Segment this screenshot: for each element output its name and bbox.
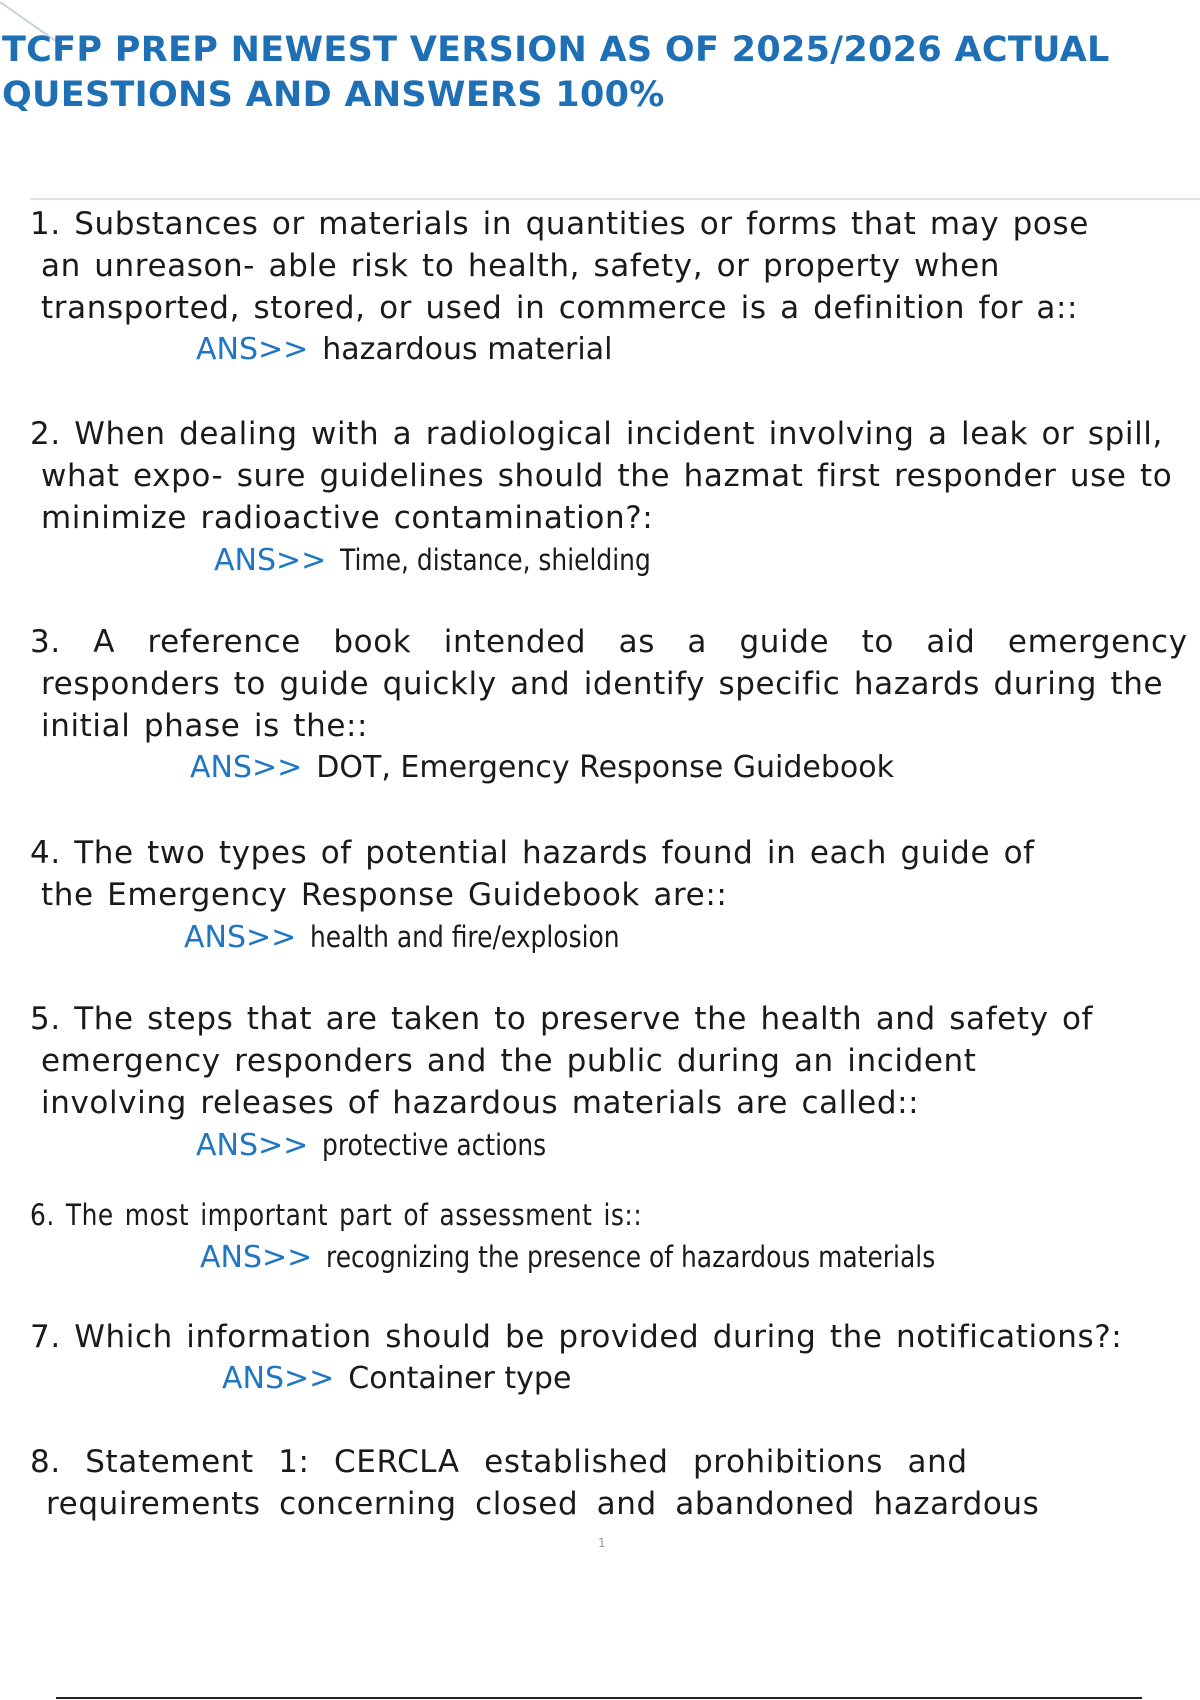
question-1-line-3: transported, stored, or used in commerce is a definition for a:: (41, 290, 1079, 326)
question-2-line-1: 2. When dealing with a radiological incident involving a leak or spill, (30, 416, 1163, 452)
question-item-6 (30, 1194, 1200, 1316)
answer-2 (30, 539, 1200, 582)
question-8-line-2: requirements concerning closed and abandoned hazardous (46, 1486, 1040, 1522)
answer-6 (30, 1236, 1200, 1279)
question-2-line-2: what expo- sure guidelines should the hazmat first responder use to (41, 458, 1173, 494)
question-item-2 (30, 413, 1200, 621)
question-item-3 (30, 621, 1200, 832)
page-number: 1 (598, 1536, 606, 1550)
answer-4-text: health and fire/explosion (310, 920, 620, 954)
title-divider (30, 198, 1200, 200)
answer-7 (30, 1358, 1200, 1400)
answer-1 (30, 329, 1200, 371)
answer-1-text: hazardous material (322, 332, 613, 367)
question-1-line-2: an unreason- able risk to health, safety, or property when (41, 248, 1001, 284)
answer-6-text: recognizing the presence of hazardous materials (326, 1240, 936, 1274)
document-title (2, 28, 1192, 118)
answer-2-text: Time, distance, shielding (340, 543, 652, 577)
question-5-line-1: 5. The steps that are taken to preserve the health and safety of (30, 1001, 1094, 1037)
question-2-line-3: minimize radioactive contamination?: (41, 500, 654, 536)
answer-3-text: DOT, Emergency Response Guidebook (316, 750, 894, 785)
answer-7-text: Container type (348, 1361, 572, 1396)
answer-2-label: ANS>> (214, 543, 327, 578)
answer-3 (30, 747, 1200, 789)
question-item-1 (30, 203, 1200, 413)
question-7-line-1: 7. Which information should be provided during the notifications?: (30, 1319, 1123, 1355)
question-item-5 (30, 998, 1200, 1194)
title-line-1: TCFP PREP NEWEST VERSION AS OF 2025/2026 ACTUAL (2, 30, 1110, 70)
title-line-2: QUESTIONS AND ANSWERS 100% (2, 75, 665, 115)
answer-3-label: ANS>> (190, 750, 303, 785)
question-3-line-3: initial phase is the:: (41, 708, 369, 744)
answer-5-label: ANS>> (196, 1128, 309, 1163)
question-list (30, 203, 1200, 1525)
question-item-4 (30, 832, 1200, 998)
question-item-7 (30, 1316, 1200, 1441)
question-4-line-2: the Emergency Response Guidebook are:: (41, 877, 728, 913)
question-8-line-1: 8. Statement 1: CERCLA established prohibitions and (30, 1444, 968, 1480)
answer-7-label: ANS>> (222, 1361, 335, 1396)
question-3-line-1: 3. A reference book intended as a guide to aid emergency (30, 624, 1188, 660)
answer-1-label: ANS>> (196, 332, 309, 367)
answer-4-label: ANS>> (184, 920, 297, 955)
answer-4 (30, 916, 1200, 959)
question-item-8 (30, 1441, 1200, 1525)
question-4-line-1: 4. The two types of potential hazards found in each guide of (30, 835, 1035, 871)
question-3-line-2: responders to guide quickly and identify specific hazards during the (41, 666, 1164, 702)
answer-5-text: protective actions (322, 1128, 547, 1162)
question-5-line-2: emergency responders and the public during an incident (41, 1043, 977, 1079)
answer-6-label: ANS>> (200, 1240, 313, 1275)
question-6-text: 6. The most important part of assessment is:: (30, 1198, 643, 1232)
answer-5 (30, 1124, 1200, 1167)
question-6-line-1 (30, 1194, 1200, 1236)
footer-divider (56, 1697, 1142, 1699)
question-1-line-1: 1. Substances or materials in quantities or forms that may pose (30, 206, 1089, 242)
question-5-line-3: involving releases of hazardous materials are called:: (41, 1085, 920, 1121)
